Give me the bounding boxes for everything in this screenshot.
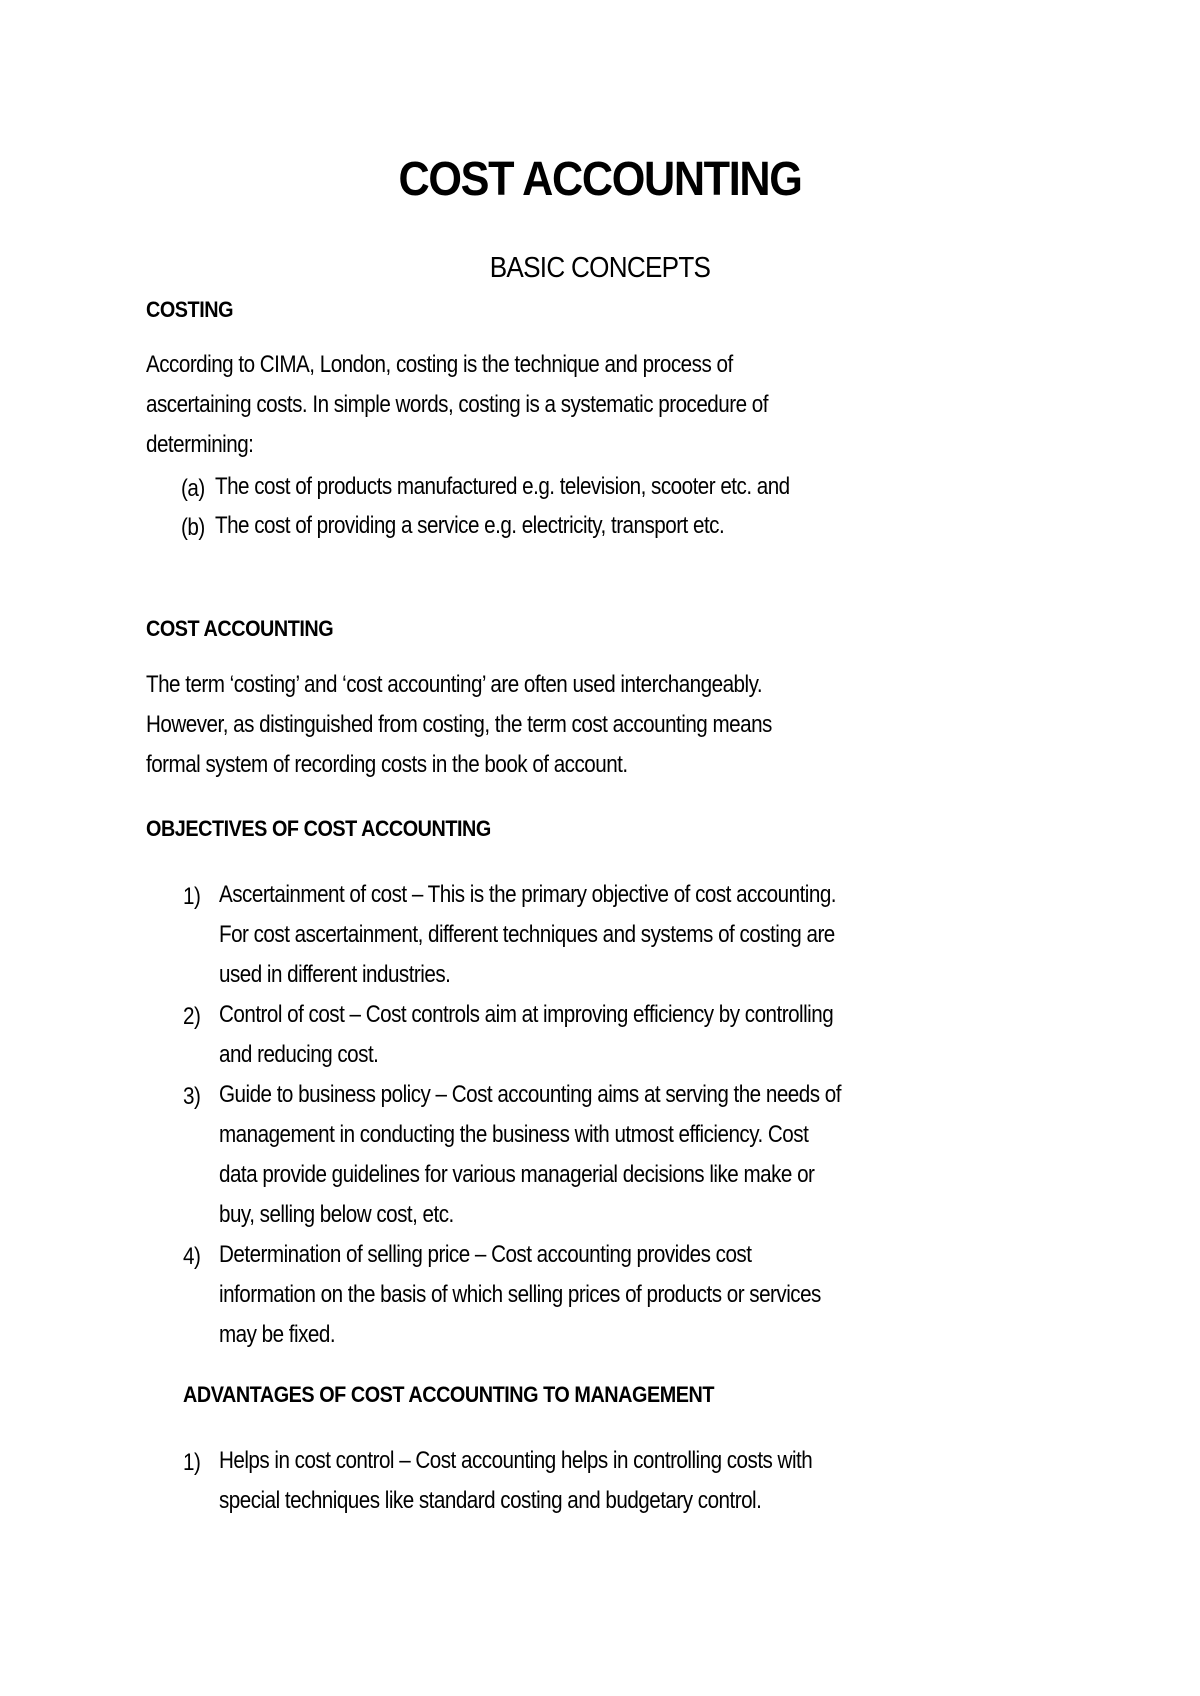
paragraph-line: determining: (146, 431, 254, 458)
list-item-line: management in conducting the business with utmost efficiency. Cost (219, 1121, 809, 1148)
costing-paragraph (146, 345, 768, 465)
document-subtitle: BASIC CONCEPTS (489, 252, 711, 284)
list-item-line: Helps in cost control – Cost accounting helps in controlling costs with (219, 1447, 813, 1474)
list-item-line: The cost of products manufactured e.g. television, scooter etc. and (215, 473, 790, 500)
list-marker: 2) (183, 1003, 201, 1030)
section-heading-costing: COSTING (146, 297, 234, 322)
section-heading-objectives: OBJECTIVES OF COST ACCOUNTING (146, 816, 491, 841)
list-item-line: and reducing cost. (219, 1041, 379, 1068)
list-marker: 1) (183, 1449, 201, 1476)
list-item (215, 506, 724, 546)
list-marker: 4) (183, 1243, 201, 1270)
paragraph-line: However, as distinguished from costing, the term cost accounting means (146, 711, 772, 738)
list-item (219, 1075, 841, 1235)
list-marker: 3) (183, 1083, 201, 1110)
list-item-line: may be fixed. (219, 1321, 336, 1348)
list-item-line: buy, selling below cost, etc. (219, 1201, 454, 1228)
list-marker: (b) (181, 514, 205, 541)
list-item (219, 875, 836, 995)
list-marker: (a) (181, 475, 205, 502)
list-item (219, 1235, 821, 1355)
list-item-line: Control of cost – Cost controls aim at improving efficiency by controlling (219, 1001, 834, 1028)
list-item (219, 995, 833, 1075)
list-item-line: The cost of providing a service e.g. electricity, transport etc. (215, 512, 725, 539)
paragraph-line: According to CIMA, London, costing is the technique and process of (146, 351, 733, 378)
list-item-line: For cost ascertainment, different techniques and systems of costing are (219, 921, 835, 948)
list-item (219, 1441, 812, 1521)
list-item-line: information on the basis of which selling prices of products or services (219, 1281, 821, 1308)
document-title: COST ACCOUNTING (398, 153, 802, 206)
cost-accounting-paragraph (146, 665, 772, 785)
list-item-line: Ascertainment of cost – This is the primary objective of cost accounting. (219, 881, 837, 908)
paragraph-line: formal system of recording costs in the book of account. (146, 751, 628, 778)
section-heading-cost-accounting: COST ACCOUNTING (146, 616, 334, 641)
list-item-line: data provide guidelines for various managerial decisions like make or (219, 1161, 815, 1188)
list-item-line: Guide to business policy – Cost accounting aims at serving the needs of (219, 1081, 841, 1108)
section-heading-advantages: ADVANTAGES OF COST ACCOUNTING TO MANAGEMENT (183, 1382, 715, 1407)
paragraph-line: ascertaining costs. In simple words, costing is a systematic procedure of (146, 391, 768, 418)
list-item (215, 467, 790, 507)
list-marker: 1) (183, 883, 201, 910)
list-item-line: used in different industries. (219, 961, 451, 988)
paragraph-line: The term ‘costing’ and ‘cost accounting’ are often used interchangeably. (146, 671, 763, 698)
list-item-line: Determination of selling price – Cost accounting provides cost (219, 1241, 752, 1268)
list-item-line: special techniques like standard costing and budgetary control. (219, 1487, 762, 1514)
